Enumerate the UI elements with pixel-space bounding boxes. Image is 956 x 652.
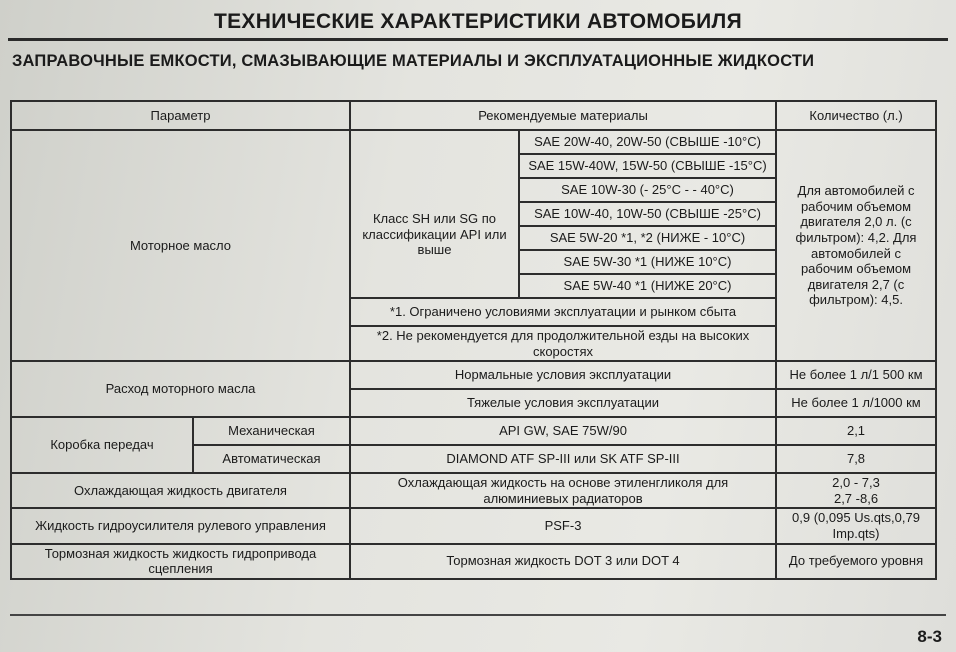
coolant-qty-line: 2,0 - 7,3 bbox=[832, 475, 880, 491]
oil-grade: SAE 15W-40W, 15W-50 (СВЫШЕ -15°C) bbox=[519, 154, 776, 178]
oil-note: *1. Ограничено условиями эксплуатации и рынком сбыта bbox=[350, 298, 776, 326]
oil-consumption-param: Расход моторного масла bbox=[11, 361, 350, 417]
consumption-condition: Тяжелые условия эксплуатации bbox=[350, 389, 776, 417]
brake-material: Тормозная жидкость DOT 3 или DOT 4 bbox=[350, 544, 776, 579]
table-row bbox=[11, 130, 936, 154]
gearbox-param: Коробка передач bbox=[11, 417, 193, 473]
footer-rule bbox=[10, 614, 946, 616]
consumption-value: Не более 1 л/1000 км bbox=[776, 389, 936, 417]
oil-note: *2. Не рекомендуется для продолжительной езды на высоких скоростях bbox=[350, 326, 776, 361]
page-number: 8-3 bbox=[917, 627, 942, 646]
engine-oil-class: Класс SH или SG по классификации API или выше bbox=[350, 130, 519, 298]
engine-oil-param: Моторное масло bbox=[11, 130, 350, 361]
power-steering-material: PSF-3 bbox=[350, 508, 776, 543]
gearbox-type: Автоматическая bbox=[193, 445, 350, 473]
oil-grade: SAE 20W-40, 20W-50 (СВЫШЕ -10°C) bbox=[519, 130, 776, 154]
gearbox-qty: 7,8 bbox=[776, 445, 936, 473]
power-steering-param: Жидкость гидроусилителя рулевого управления bbox=[11, 508, 350, 543]
oil-grade: SAE 10W-30 (- 25°C - - 40°C) bbox=[519, 178, 776, 202]
oil-grade: SAE 10W-40, 10W-50 (СВЫШЕ -25°C) bbox=[519, 202, 776, 226]
engine-oil-quantity: Для автомобилей с рабочим объемом двигателя 2,0 л. (с фильтром): 4,2. Для автомобилей с рабочим объемом двигателя 2,7 (с фильтром): 4,5. bbox=[776, 130, 936, 361]
gearbox-type: Механическая bbox=[193, 417, 350, 445]
coolant-material: Охлаждающая жидкость на основе этиленгликоля для алюминиевых радиаторов bbox=[350, 473, 776, 508]
header-parameter: Параметр bbox=[11, 101, 350, 130]
gearbox-material: API GW, SAE 75W/90 bbox=[350, 417, 776, 445]
gearbox-material: DIAMOND ATF SP-III или SK ATF SP-III bbox=[350, 445, 776, 473]
oil-grade: SAE 5W-30 *1 (НИЖЕ 10°C) bbox=[519, 250, 776, 274]
title-rule bbox=[8, 38, 948, 41]
gearbox-qty: 2,1 bbox=[776, 417, 936, 445]
table-row bbox=[11, 417, 936, 445]
oil-grade: SAE 5W-20 *1, *2 (НИЖЕ - 10°C) bbox=[519, 226, 776, 250]
oil-grade: SAE 5W-40 *1 (НИЖЕ 20°C) bbox=[519, 274, 776, 298]
header-quantity: Количество (л.) bbox=[776, 101, 936, 130]
table-row bbox=[11, 361, 936, 389]
table-row bbox=[11, 473, 936, 508]
page-title: ТЕХНИЧЕСКИЕ ХАРАКТЕРИСТИКИ АВТОМОБИЛЯ bbox=[214, 10, 742, 33]
fluids-table bbox=[10, 100, 937, 580]
table-header-row bbox=[11, 101, 936, 130]
header-materials: Рекомендуемые материалы bbox=[350, 101, 776, 130]
brake-param: Тормозная жидкость жидкость гидропривода сцепления bbox=[11, 544, 350, 579]
consumption-condition: Нормальные условия эксплуатации bbox=[350, 361, 776, 389]
power-steering-qty: 0,9 (0,095 Us.qts,0,79 Imp.qts) bbox=[776, 508, 936, 543]
coolant-param: Охлаждающая жидкость двигателя bbox=[11, 473, 350, 508]
consumption-value: Не более 1 л/1 500 км bbox=[776, 361, 936, 389]
coolant-qty bbox=[776, 473, 936, 508]
section-subtitle: ЗАПРАВОЧНЫЕ ЕМКОСТИ, СМАЗЫВАЮЩИЕ МАТЕРИАЛЫ И ЭКСПЛУАТАЦИОННЫЕ ЖИДКОСТИ bbox=[12, 52, 815, 70]
table-row bbox=[11, 508, 936, 543]
coolant-qty-line: 2,7 -8,6 bbox=[833, 490, 879, 506]
table-row bbox=[11, 544, 936, 579]
brake-qty: До требуемого уровня bbox=[776, 544, 936, 579]
